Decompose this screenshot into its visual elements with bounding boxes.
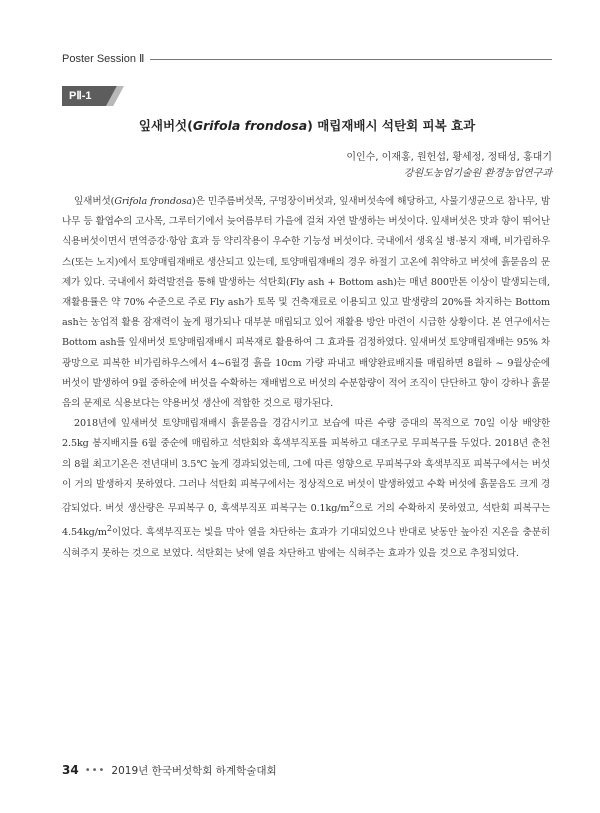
page-number: 34	[62, 763, 79, 777]
p1-scientific-name: Grifola frondosa	[114, 196, 193, 207]
paragraph-1	[62, 192, 550, 414]
paragraph-2	[62, 414, 550, 564]
poster-badge	[62, 86, 122, 106]
conference-name: 2019년 한국버섯학회 하계학술대회	[111, 764, 277, 777]
p2-text-a: 2018년에 잎새버섯 토양매립재배시 흙묻음을 경감시키고 보습에 따른 수량 증대의 목적으로 70일 이상 배양한 2.5kg 봉지배지를 6월 중순에 매립하고 석탄회와 흑색부직포를 피복하고 대조구로 무피복구를 두었다. 2018년 춘천의 8월 최고기온은 전년대비 3.5℃ 높게 경과되었는데, 그에 따른 영향으로 무피복구와 흑색부직포 피복구에서는 버섯이 거의 발생하지 못하였다. 그러나 석탄회 피복구에서는 정상적으로 버섯이 발생하였고 수확 버섯에 흙묻음도 크게 경감되었다. 버섯 생산량은 무피복구 0, 흑색부직포 피복구는 0.1kg/m	[62, 418, 550, 515]
p1-text-a: 잎새버섯(	[74, 196, 115, 207]
abstract-body	[62, 192, 550, 564]
session-label: Poster Session Ⅱ	[62, 50, 150, 68]
p2-text-b: 으로 거의 수확하지 못하였고, 석탄회 피복구는 4.54kg/m	[62, 503, 550, 539]
page-footer	[62, 760, 277, 780]
p2-sup-2: 2	[106, 524, 112, 534]
p2-sup-1: 2	[349, 500, 355, 510]
badge-label: PⅡ-1	[69, 90, 92, 102]
author-list: 이인수, 이재홍, 원헌섭, 황세정, 정태성, 홍대기	[346, 152, 552, 163]
p2-text-c: 이었다. 흑색부직포는 빛을 막아 열을 차단하는 효과가 기대되었으나 반대로 낮동안 높아진 지온을 충분히 식혀주지 못하는 것으로 보였다. 석탄회는 낮에 열을 차단하고 밤에는 식혀주는 효과가 있을 것으로 추정되었다.	[62, 527, 550, 559]
paper-title	[62, 116, 552, 134]
title-part-1: 잎새버섯(	[138, 118, 193, 133]
title-part-2: ) 매립재배시 석탄회 피복 효과	[307, 118, 476, 133]
affiliation: 강원도농업기술원 환경농업연구과	[403, 168, 552, 179]
running-header	[62, 50, 552, 70]
p1-text-b: )은 민주름버섯목, 구멍장이버섯과, 잎새버섯속에 해당하고, 사물기생균으로 참나무, 밤나무 등 활엽수의 고사목, 그루터기에서 늦여름부터 가을에 걸쳐 자연 발생하는 버섯이다. 잎새버섯은 맛과 향이 뛰어난 식용버섯이면서 면역증강·항암 효과 등 약리작용이 우수한 기능성 버섯이다. 국내에서 생육실 병·봉지 재배, 비가림하우스(또는 노지)에서 토양매립재배로 생산되고 있는데, 토양매립재배의 경우 하절기 고온에 취약하고 버섯에 흙묻음의 문제가 있다. 국내에서 화력발전을 통해 발생하는 석탄회(Fly ash + Bottom ash)는 매년 800만톤 이상이 발생되는데, 재활용률은 약 70% 수준으로 주로 Fly ash가 토목 및 건축재료로 이용되고 있고 발생량의 20%를 차지하는 Bottom ash는 농업적 활용 잠재력이 높게 평가되나 대부분 매립되고 있어 재활용 방안 마련이 시급한 상황이다. 본 연구에서는 Bottom ash를 잎새버섯 토양매립재배시 피복재로 활용하여 그 효과를 검정하였다. 잎새버섯 토양매립재배는 95% 차광망으로 피복한 비가림하우스에서 4~6월경 흙을 10cm 가량 파내고 배양완료배지를 매립하면 8월하 ~ 9월상순에 버섯이 발생하여 9월 중하순에 버섯을 수확하는 재배법으로 버섯의 수분함량이 적어 조직이 단단하고 향이 강하나 흙묻음의 문제로 식용보다는 약용버섯 생산에 적합한 것으로 평가된다.	[62, 196, 550, 410]
footer-dots: •••	[84, 764, 106, 776]
title-scientific-name: Grifola frondosa	[192, 118, 308, 133]
